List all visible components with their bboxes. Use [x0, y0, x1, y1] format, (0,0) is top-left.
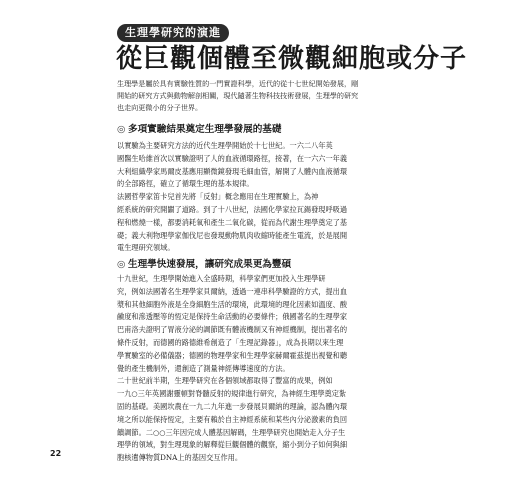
- body-line: 程和燃燒一樣，都要消耗氧和產生二氧化碳，從而為代謝生理學奠定了基: [117, 217, 348, 227]
- bullet-icon: ◎: [117, 124, 126, 135]
- body-line: 饋調節。二○○三年因完成人體基因解碼，生理學研究也開始走入分子生: [117, 427, 346, 437]
- body-line: 境之所以能保持恆定，主要有賴於自主神經系統和某些內分泌激素的負回: [117, 414, 348, 424]
- body-line: 胞核遺傳物質DNA上的基因交互作用。: [117, 453, 243, 463]
- body-line: 巴甫洛夫證明了胃液分泌的調節既有體液機制又有神經機制，提出著名的: [117, 325, 348, 335]
- body-line: 電生理研究領域。: [117, 243, 175, 253]
- section-body: [117, 140, 405, 255]
- lead-paragraph: [117, 78, 405, 114]
- body-line: 固的基礎。美國坎農在一九二九年進一步發展貝爾納的理論，認為體內環: [117, 401, 348, 411]
- body-line: 以實驗為主要研究方法的近代生理學開始於十七世紀。一六二八年英: [117, 141, 333, 150]
- body-line: 鹼度和滲透壓等的恆定是保持生命活動的必要條件；俄國著名的生理學家: [117, 312, 348, 322]
- body-line: 學實驗室的必備儀器；德國的物理學家和生理學家赫爾霍茲提出視覺和聽: [117, 350, 348, 360]
- body-line: 條件反射，而德國的路德維希創造了「生理記錄器」，成為長期以來生理: [117, 337, 344, 347]
- lead-line: 也走向更微小的分子世界。: [117, 103, 203, 112]
- body-line: 究，例如法國著名生理學家貝爾納，透過一連串科學驗證的方式，提出血: [117, 286, 348, 296]
- chapter-tag: 生理學研究的演進: [117, 24, 229, 42]
- body-line: 國醫生哈維首次以實驗證明了人的血液循環路徑，接著，在一六六一年義: [117, 153, 348, 163]
- body-line: 漿和其他細胞外液是全身細胞生活的環境，此環境的理化因素如溫度、酸: [117, 299, 348, 309]
- bullet-icon: ◎: [117, 259, 126, 270]
- body-line: 礎；義大利物理學家伽伐尼也發現動物肌肉收縮時能產生電流，於是展開: [117, 230, 348, 240]
- body-line: 理學的領域，對生理現象的解釋從巨觀個體的觀察，縮小到分子如何與細: [117, 440, 348, 450]
- lead-line: 生理學是屬於具有實驗性質的一門實證科學，近代的從十七世紀開始發展，剛: [117, 79, 359, 88]
- body-line: 大利組織學家馬爾皮基應用顯微鏡發現毛細血管，解開了人體內血液循環: [117, 166, 348, 176]
- section-heading: [117, 258, 291, 272]
- body-line: 經系統的研究開闢了道路。到了十八世紀，法國化學家拉瓦錫發現呼吸過: [117, 204, 348, 214]
- body-line: 二十世紀前半期，生理學研究在各個領域都取得了豐富的成果，例如: [117, 376, 333, 386]
- body-line: 十九世紀，生理學開始進入全盛時期，科學家們更加投入生理學研: [117, 274, 326, 283]
- body-line: 一九○三年英國謝靈頓對脊髓反射的規律進行研究，為神經生理學奠定紮: [117, 389, 347, 399]
- body-line: 的全部路徑，確立了循環生理的基本規律。: [117, 179, 254, 189]
- body-line: 覺的產生機制外，還創造了測量神經傳導速度的方法。: [117, 363, 290, 373]
- page-number: 22: [50, 449, 62, 458]
- section-body: [117, 273, 405, 465]
- body-line: 法國哲學家笛卡兒首先將「反射」概念應用在生理實驗上，為神: [117, 192, 319, 202]
- lead-line: 開始的研究方式與動物解剖相關，現代隨著生物科技技術發展，生理學的研究: [117, 91, 359, 100]
- section-heading-text: 多項實驗結果奠定生理學發展的基礎: [128, 124, 282, 135]
- section-heading: [117, 123, 282, 137]
- section-heading-text: 生理學快速發展，讓研究成果更為豐碩: [128, 259, 292, 270]
- page-title: 從巨觀個體至微觀細胞或分子: [116, 44, 468, 74]
